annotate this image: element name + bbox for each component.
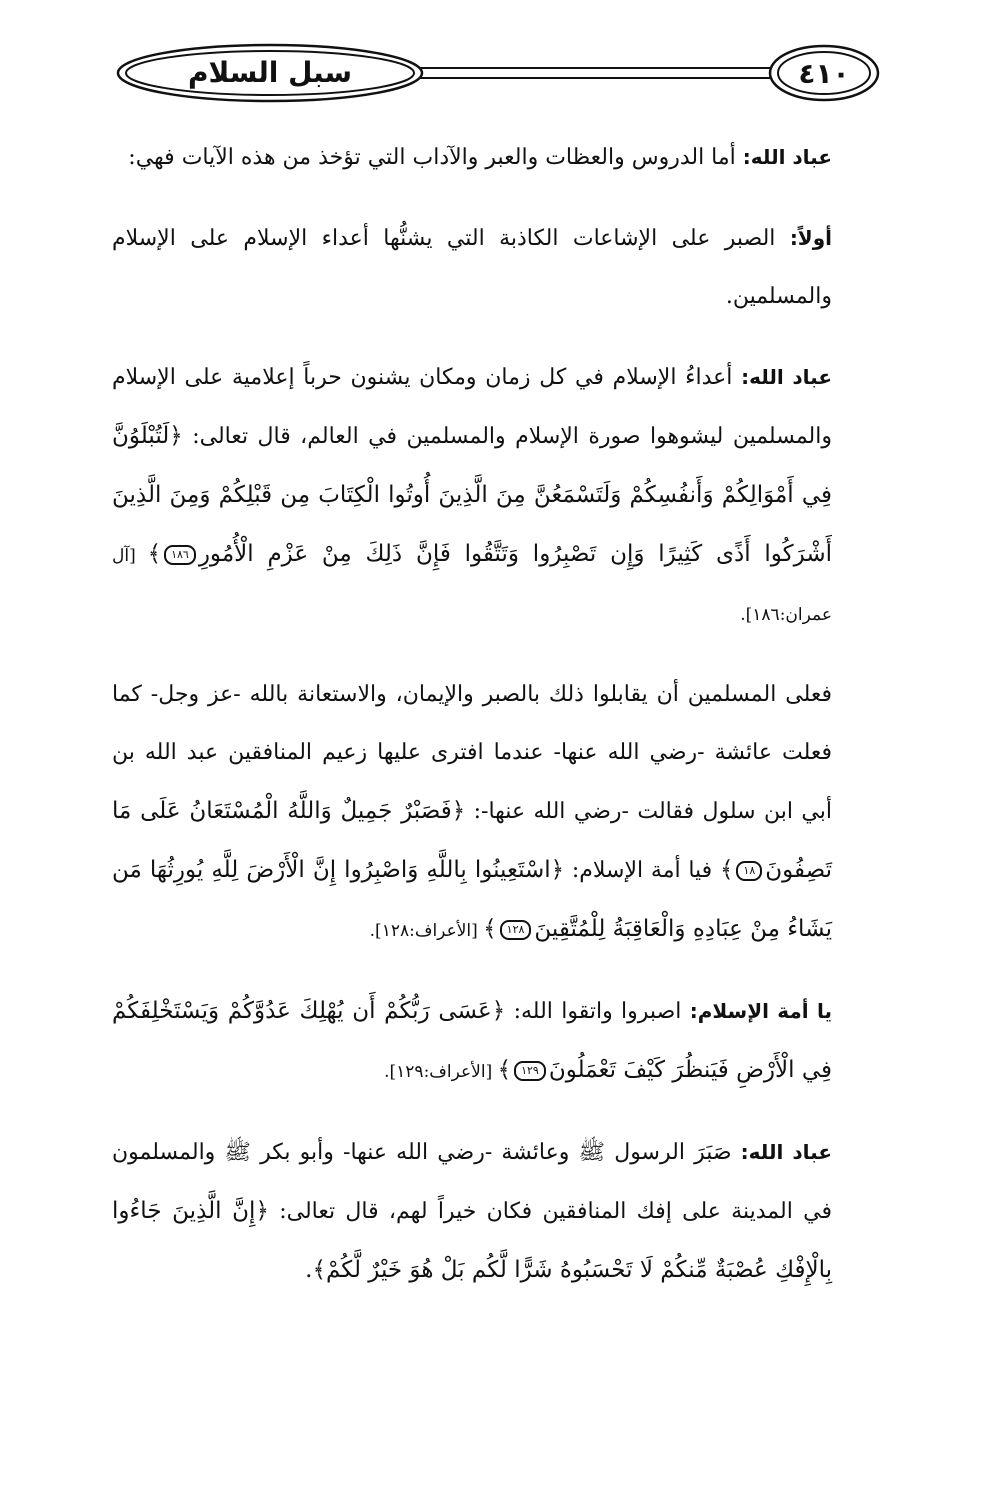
paragraph [112,1123,832,1300]
paragraph-text: أما الدروس والعظات والعبر والآداب التي تؤخذ من هذه الآيات فهي: [128,145,743,170]
paragraph-text: اصبروا واتقوا الله: [505,999,690,1024]
ayah-number-marker: ١٨ [736,861,762,881]
paragraph-text: فعلى المسلمين أن يقابلوا ذلك بالصبر والإيمان، والاستعانة بالله -عز وجل- كما فعلت عائشة -رضي الله عنها- عندما افترى عليها زعيم المنافقين عبد الله بن أبي ابن سلول فقالت -رضي الله عنها-: [112,682,832,824]
quran-verse: ﴿إِنَّ الَّذِينَ جَاءُوا بِالْإِفْكِ عُصْبَةٌ مِّنكُمْ لَا تَحْسَبُوهُ شَرًّا لَّكُم بَلْ هُوَ خَيْرٌ لَّكُمْ﴾. [112,1198,832,1283]
paragraph [112,982,832,1101]
paragraph-lead: عباد الله: [742,145,832,169]
verse-close-bracket: ﴾ [147,541,162,567]
paragraph-lead: عباد الله: [741,365,833,389]
ayah-number-marker: ١٢٩ [514,1061,546,1081]
paragraph [112,128,832,187]
verse-close-bracket: ﴾ [719,857,734,883]
paragraph-lead: أولاً: [789,226,832,250]
verse-close-bracket: ﴾ [483,916,497,942]
verse-close-bracket: ﴾ [497,1057,512,1083]
verse-reference: [الأعراف:١٢٨]. [369,921,484,941]
paragraph [112,666,832,960]
quran-verse: ﴿اسْتَعِينُوا بِاللَّهِ وَاصْبِرُوا إِنَّ الْأَرْضَ لِلَّهِ يُورِثُهَا مَن يَشَاءُ مِنْ عِبَادِهِ وَالْعَاقِبَةُ لِلْمُتَّقِينَ [112,857,832,942]
paragraph-text: أعداءُ الإسلام في كل زمان ومكان يشنون حرباً إعلامية على الإسلام والمسلمين ليشوهوا صورة الإسلام والمسلمين في العالم، قال تعالى: [112,365,832,449]
ayah-number-marker: ١٨٦ [164,545,196,565]
paragraph-lead: عباد الله: [740,1140,833,1164]
quran-verse: ﴿لَتُبْلَوُنَّ فِي أَمْوَالِكُمْ وَأَنفُسِكُمْ وَلَتَسْمَعُنَّ مِنَ الَّذِينَ أُوتُوا الْكِتَابَ مِن قَبْلِكُمْ وَمِنَ الَّذِينَ أَشْرَكُوا أَذًى كَثِيرًا وَإِن تَصْبِرُوا وَتَتَّقُوا فَإِنَّ ذَلِكَ مِنْ عَزْمِ الْأُمُورِ [112,423,832,567]
page-number: ٤١٠ [798,57,850,90]
quran-verse: ﴿فَصَبْرٌ جَمِيلٌ وَاللَّهُ الْمُسْتَعَانُ عَلَى مَا تَصِفُونَ [112,798,833,883]
verse-reference: [الأعراف:١٢٩]. [384,1062,498,1082]
page-body [112,128,832,1322]
paragraph-lead: يا أمة الإسلام: [689,999,832,1023]
paragraph-text: فيا أمة الإسلام: [564,858,720,883]
page-header [0,0,984,140]
paragraph [112,348,832,644]
paragraph-text: الصبر على الإشاعات الكاذبة التي يشنُّها أعداء الإسلام على الإسلام والمسلمين. [112,226,832,309]
paragraph [112,209,832,326]
quran-verse: ﴿عَسَى رَبُّكُمْ أَن يُهْلِكَ عَدُوَّكُمْ وَيَسْتَخْلِفَكُمْ فِي الْأَرْضِ فَيَنظُرَ كَيْفَ تَعْمَلُونَ [112,998,832,1083]
paragraph-text: صَبَرَ الرسول ﷺ وعائشة -رضي الله عنها- وأبو بكر ﷺ والمسلمون في المدينة على إفك المنافقين فكان خيراً لهم، قال تعالى: [112,1140,832,1224]
ayah-number-marker: ١٢٨ [500,920,532,940]
book-title: سبل السلام [187,56,353,89]
verse-reference: [آل عمران:١٨٦]. [112,546,832,625]
